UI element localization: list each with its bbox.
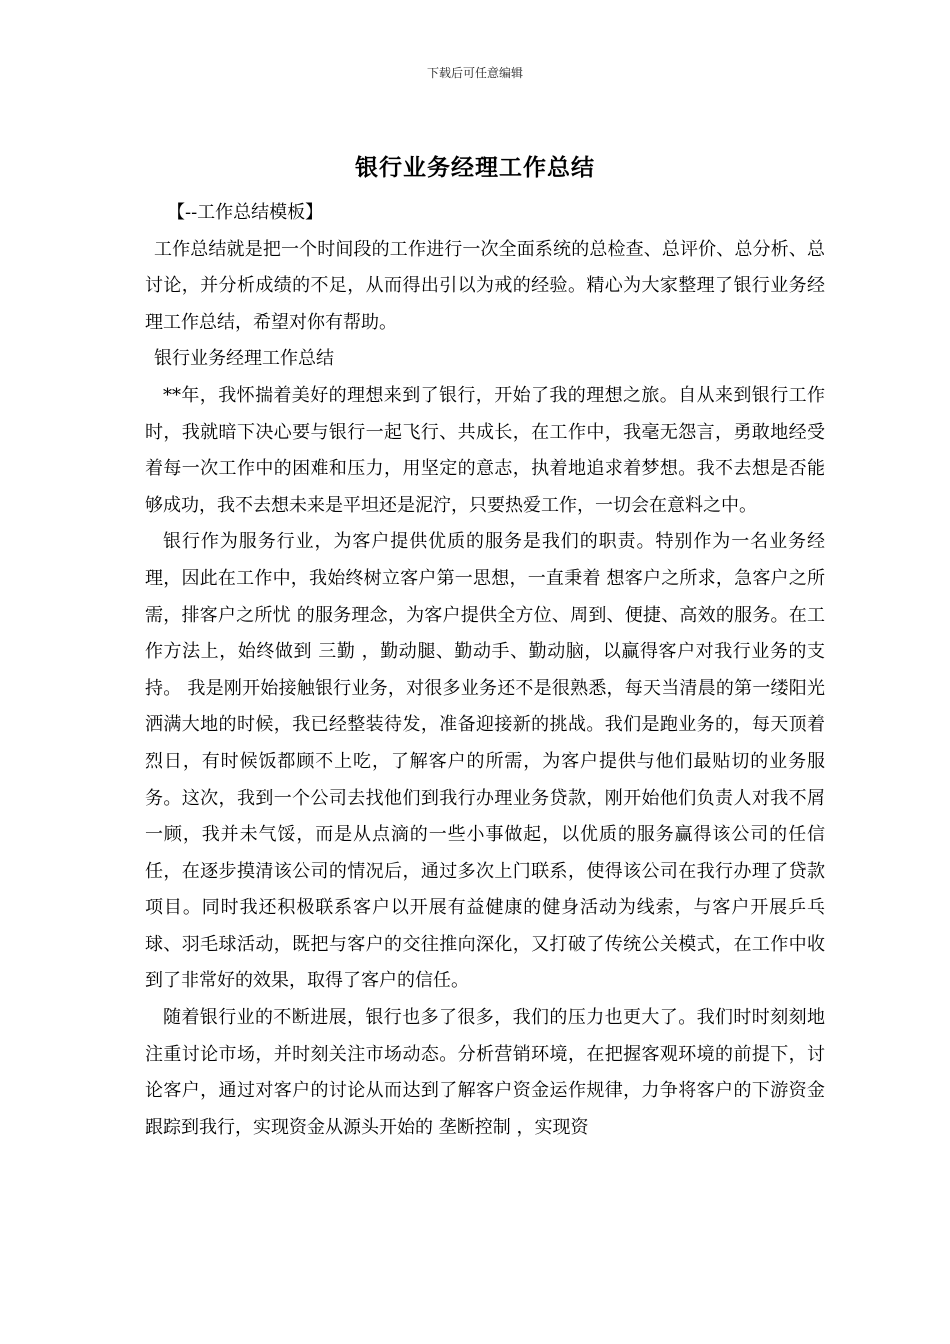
document-title: 银行业务经理工作总结: [355, 154, 595, 181]
body-paragraph-2: 银行作为服务行业，为客户提供优质的服务是我们的职责。特别作为一名业务经理，因此在工作中，我始终树立客户第一思想，一直秉着 想客户之所求，急客户之所需，排客户之所忧 的服务理念，为客户提供全方位、周到、便捷、高效的服务。在工作方法上，始终做到 三勤 ，勤动腿、勤动手、勤动脑，以赢得客户对我行业务的支持。 我是刚开始接触银行业务，对很多业务还不是很熟悉，每天当清晨的第一缕阳光洒满大地的时候，我已经整装待发，准备迎接新的挑战。我们是跑业务的，每天顶着烈日，有时候饭都顾不上吃，了解客户的所需，为客户提供与他们最贴切的业务服务。这次，我到一个公司去找他们到我行办理业务贷款，刚开始他们负责人对我不屑一顾，我并未气馁，而是从点滴的一些小事做起，以优质的服务赢得该公司的任信任，在逐步摸清该公司的情况后，通过多次上门联系，使得该公司在我行办理了贷款项目。同时我还积极联系客户以开展有益健康的健身活动为线索，与客户开展乒乓球、羽毛球活动，既把与客户的交往推向深化，又打破了传统公关模式，在工作中收到了非常好的效果，取得了客户的信任。: [145, 531, 825, 992]
section-subtitle: 银行业务经理工作总结: [154, 348, 334, 370]
body-paragraph-1: **年，我怀揣着美好的理想来到了银行，开始了我的理想之旅。自从来到银行工作时，我就暗下决心要与银行一起飞行、共成长，在工作中，我毫无怨言，勇敢地经受着每一次工作中的困难和压力，用坚定的意志，执着地追求着梦想。我不去想是否能够成功，我不去想未来是平坦还是泥泞，只要热爱工作，一切会在意料之中。: [145, 384, 825, 516]
header-note: 下载后可任意编辑: [426, 66, 523, 80]
intro-paragraph: 工作总结就是把一个时间段的工作进行一次全面系统的总检查、总评价、总分析、总讨论，并分析成绩的不足，从而得出引以为戒的经验。精心为大家整理了银行业务经理工作总结，希望对你有帮助。: [145, 238, 825, 333]
document-body: [145, 195, 825, 1146]
template-label: 【--工作总结模板】: [167, 202, 324, 223]
body-paragraph-3: 随着银行业的不断进展，银行也多了很多，我们的压力也更大了。我们时时刻刻地注重讨论市场，并时刻关注市场动态。分析营销环境，在把握客观环境的前提下，讨论客户，通过对客户的讨论从而达到了解客户资金运作规律，力争将客户的下游资金跟踪到我行，实现资金从源头开始的 垄断控制 ，实现资: [145, 1007, 825, 1138]
